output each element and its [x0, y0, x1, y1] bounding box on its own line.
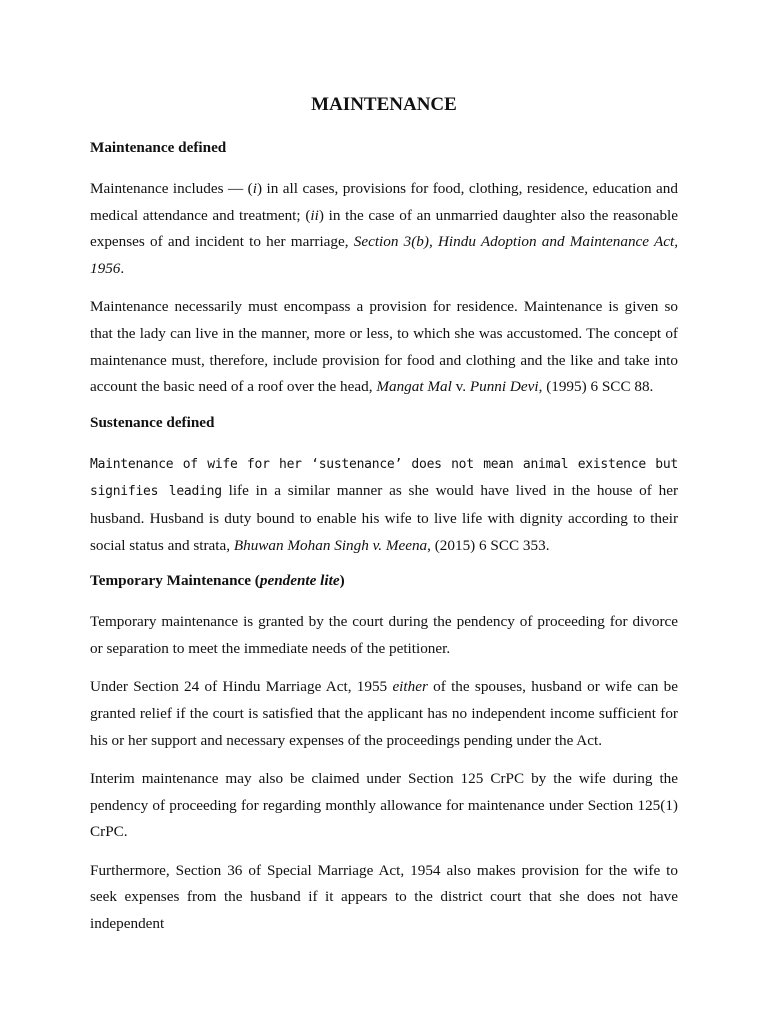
- heading-sustenance-defined: Sustenance defined: [90, 413, 215, 431]
- case-name-punni-devi: Punni Devi: [469, 378, 539, 396]
- citation-hama: Section 3(b), Hindu Adoption and Maintenance Act, 1956: [90, 233, 678, 277]
- paragraph-sustenance-definition: Maintenance of wife for her ‘sustenance’ does not mean animal existence but signifies leading life in a similar manner as she would have lived in the house of her husband. Husband is duty bound to enable his wife to live life with dignity according to their social status and strata, Bhuwan Mohan Singh v. Meena, (2015) 6 SCC 353.: [90, 456, 678, 554]
- paragraph-section-36-sma: Furthermore, Section 36 of Special Marriage Act, 1954 also makes provision for the wife to seek expenses from the husband if it appears to the district court that she does not have independent: [90, 861, 678, 933]
- heading-maintenance-defined: Maintenance defined: [90, 139, 227, 156]
- page-title: MAINTENANCE: [311, 94, 457, 115]
- paragraph-residence-provision: Maintenance necessarily must encompass a provision for residence. Maintenance is given so that the lady can live in the manner, more or less, to which she was accustomed. The concept of maintenance must, therefore, include provision for food and clothing and the like and take into account the basic need of a roof over the head, Mangat Mal v. Punni Devi, (1995) 6 SCC 88.: [90, 298, 678, 396]
- heading-temporary-maintenance: Temporary Maintenance (pendente lite): [90, 572, 345, 590]
- paragraph-section-24-hma: Under Section 24 of Hindu Marriage Act, 1955 either of the spouses, husband or wife can be granted relief if the court is satisfied that the applicant has no independent income sufficient for his or her support and necessary expenses of the proceedings pending under the Act.: [90, 678, 678, 749]
- paragraph-section-125-crpc: Interim maintenance may also be claimed under Section 125 CrPC by the wife during the pendency of proceeding for regarding monthly allowance for maintenance under Section 125(1) CrPC.: [90, 770, 678, 841]
- paragraph-temporary-maintenance: Temporary maintenance is granted by the court during the pendency of proceeding for divorce or separation to meet the immediate needs of the petitioner.: [90, 613, 678, 657]
- paragraph-maintenance-definition: Maintenance includes — (i) in all cases, provisions for food, clothing, residence, education and medical attendance and treatment; (ii) in the case of an unmarried daughter also the reasonable expenses of and incident to her marriage, Section 3(b), Hindu Adoption and Maintenance Act, 1956.: [90, 180, 678, 277]
- case-name-bhuwan-mohan-singh: Bhuwan Mohan Singh v. Meena: [233, 536, 428, 554]
- document-body: [90, 92, 678, 950]
- case-name-mangat-mal: Mangat Mal: [376, 378, 452, 396]
